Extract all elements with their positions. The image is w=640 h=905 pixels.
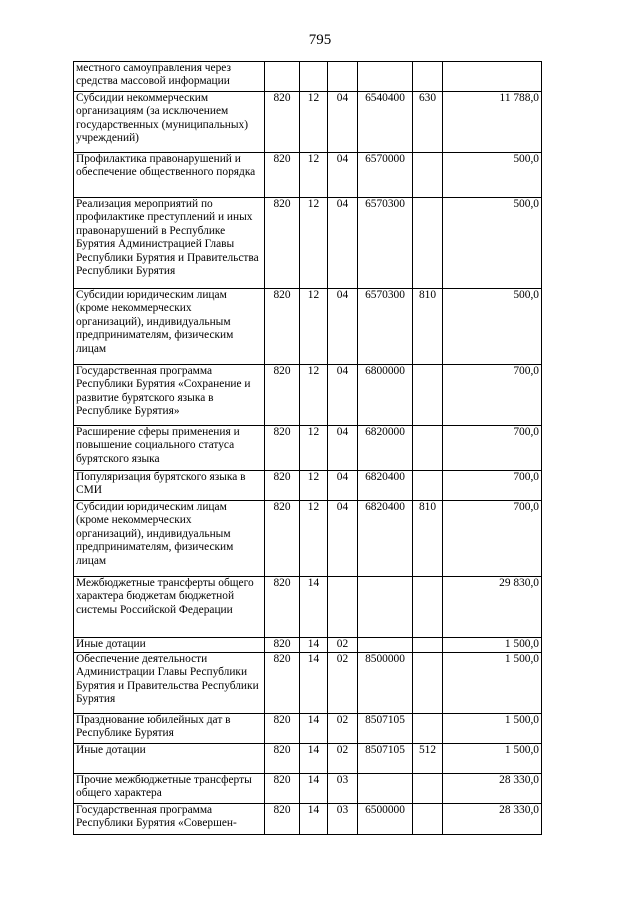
section-code-cell: 12 xyxy=(300,198,328,289)
department-code-cell: 820 xyxy=(265,426,300,471)
expense-type-code-cell: 810 xyxy=(413,289,443,365)
expense-type-code-cell xyxy=(413,714,443,744)
expense-type-code-cell xyxy=(413,471,443,501)
subsection-code-cell xyxy=(328,577,358,638)
department-code-cell: 820 xyxy=(265,471,300,501)
target-item-code-cell: 6820400 xyxy=(358,501,413,577)
section-code-cell: 14 xyxy=(300,744,328,774)
section-code-cell: 14 xyxy=(300,774,328,804)
subsection-code-cell: 04 xyxy=(328,471,358,501)
amount-cell: 28 330,0 xyxy=(443,774,542,804)
subsection-code-cell xyxy=(328,62,358,92)
subsection-code-cell: 02 xyxy=(328,653,358,714)
table-row xyxy=(74,653,542,714)
department-code-cell: 820 xyxy=(265,92,300,153)
budget-table-body xyxy=(74,62,542,835)
department-code-cell: 820 xyxy=(265,804,300,835)
section-code-cell xyxy=(300,62,328,92)
item-name-cell: Прочие межбюджетные трансферты общего характера xyxy=(74,774,265,804)
amount-cell xyxy=(443,62,542,92)
section-code-cell: 12 xyxy=(300,92,328,153)
amount-cell: 700,0 xyxy=(443,365,542,426)
department-code-cell: 820 xyxy=(265,289,300,365)
table-row xyxy=(74,714,542,744)
item-name-cell: Субсидии юридическим лицам (кроме некоммерческих организаций), индивидуальным предпринимателям, физическим лицам xyxy=(74,289,265,365)
subsection-code-cell: 03 xyxy=(328,804,358,835)
page-number: 795 xyxy=(308,32,332,48)
amount-cell: 500,0 xyxy=(443,153,542,198)
department-code-cell: 820 xyxy=(265,744,300,774)
table-row xyxy=(74,426,542,471)
target-item-code-cell: 6500000 xyxy=(358,804,413,835)
table-row xyxy=(74,92,542,153)
section-code-cell: 14 xyxy=(300,577,328,638)
expense-type-code-cell: 630 xyxy=(413,92,443,153)
expense-type-code-cell xyxy=(413,804,443,835)
expense-type-code-cell xyxy=(413,638,443,653)
subsection-code-cell: 04 xyxy=(328,365,358,426)
table-row xyxy=(74,198,542,289)
section-code-cell: 12 xyxy=(300,365,328,426)
amount-cell: 700,0 xyxy=(443,426,542,471)
subsection-code-cell: 04 xyxy=(328,289,358,365)
section-code-cell: 12 xyxy=(300,501,328,577)
item-name-cell: Межбюджетные трансферты общего характера бюджетам бюджетной системы Российской Федерации xyxy=(74,577,265,638)
table-row xyxy=(74,471,542,501)
amount-cell: 29 830,0 xyxy=(443,577,542,638)
item-name-cell: Субсидии некоммерческим организациям (за исключением государственных (муниципальных) учреждений) xyxy=(74,92,265,153)
subsection-code-cell: 02 xyxy=(328,744,358,774)
table-row xyxy=(74,153,542,198)
department-code-cell: 820 xyxy=(265,653,300,714)
item-name-cell: Популяризация бурятского языка в СМИ xyxy=(74,471,265,501)
expense-type-code-cell xyxy=(413,577,443,638)
table-row xyxy=(74,744,542,774)
item-name-cell: Обеспечение деятельности Администрации Главы Республики Бурятия и Правительства Республики Бурятия xyxy=(74,653,265,714)
amount-cell: 700,0 xyxy=(443,471,542,501)
target-item-code-cell: 8500000 xyxy=(358,653,413,714)
subsection-code-cell: 04 xyxy=(328,501,358,577)
expense-type-code-cell xyxy=(413,62,443,92)
target-item-code-cell: 6820000 xyxy=(358,426,413,471)
expense-type-code-cell xyxy=(413,774,443,804)
target-item-code-cell: 8507105 xyxy=(358,714,413,744)
target-item-code-cell: 6570300 xyxy=(358,198,413,289)
item-name-cell: Иные дотации xyxy=(74,638,265,653)
amount-cell: 1 500,0 xyxy=(443,714,542,744)
department-code-cell: 820 xyxy=(265,714,300,744)
item-name-cell: Расширение сферы применения и повышение социального статуса бурятского языка xyxy=(74,426,265,471)
subsection-code-cell: 02 xyxy=(328,638,358,653)
table-row xyxy=(74,804,542,835)
expense-type-code-cell: 512 xyxy=(413,744,443,774)
item-name-cell: Иные дотации xyxy=(74,744,265,774)
department-code-cell xyxy=(265,62,300,92)
item-name-cell: Субсидии юридическим лицам (кроме некоммерческих организаций), индивидуальным предпринимателям, физическим лицам xyxy=(74,501,265,577)
subsection-code-cell: 04 xyxy=(328,426,358,471)
target-item-code-cell: 6800000 xyxy=(358,365,413,426)
table-row xyxy=(74,638,542,653)
section-code-cell: 12 xyxy=(300,426,328,471)
subsection-code-cell: 04 xyxy=(328,153,358,198)
subsection-code-cell: 04 xyxy=(328,92,358,153)
amount-cell: 1 500,0 xyxy=(443,653,542,714)
target-item-code-cell: 6820400 xyxy=(358,471,413,501)
item-name-cell: местного самоуправления через средства массовой информации xyxy=(74,62,265,92)
section-code-cell: 12 xyxy=(300,471,328,501)
department-code-cell: 820 xyxy=(265,365,300,426)
section-code-cell: 14 xyxy=(300,714,328,744)
department-code-cell: 820 xyxy=(265,774,300,804)
amount-cell: 28 330,0 xyxy=(443,804,542,835)
expense-type-code-cell xyxy=(413,426,443,471)
table-row xyxy=(74,577,542,638)
target-item-code-cell xyxy=(358,577,413,638)
table-row xyxy=(74,774,542,804)
expense-type-code-cell xyxy=(413,153,443,198)
section-code-cell: 12 xyxy=(300,289,328,365)
department-code-cell: 820 xyxy=(265,577,300,638)
target-item-code-cell xyxy=(358,638,413,653)
target-item-code-cell: 8507105 xyxy=(358,744,413,774)
amount-cell: 1 500,0 xyxy=(443,638,542,653)
item-name-cell: Реализация мероприятий по профилактике преступлений и иных правонарушений в Республике Бурятия Администрацией Главы Республики Бурятия и Правительства Республики Бурятия xyxy=(74,198,265,289)
section-code-cell: 14 xyxy=(300,638,328,653)
item-name-cell: Празднование юбилейных дат в Республике Бурятия xyxy=(74,714,265,744)
amount-cell: 500,0 xyxy=(443,198,542,289)
budget-table xyxy=(73,61,542,835)
table-row xyxy=(74,501,542,577)
target-item-code-cell xyxy=(358,62,413,92)
table-row xyxy=(74,365,542,426)
department-code-cell: 820 xyxy=(265,638,300,653)
subsection-code-cell: 04 xyxy=(328,198,358,289)
expense-type-code-cell xyxy=(413,198,443,289)
amount-cell: 11 788,0 xyxy=(443,92,542,153)
expense-type-code-cell xyxy=(413,365,443,426)
amount-cell: 500,0 xyxy=(443,289,542,365)
subsection-code-cell: 03 xyxy=(328,774,358,804)
amount-cell: 700,0 xyxy=(443,501,542,577)
expense-type-code-cell xyxy=(413,653,443,714)
section-code-cell: 12 xyxy=(300,153,328,198)
expense-type-code-cell: 810 xyxy=(413,501,443,577)
department-code-cell: 820 xyxy=(265,153,300,198)
target-item-code-cell: 6570300 xyxy=(358,289,413,365)
target-item-code-cell xyxy=(358,774,413,804)
table-row xyxy=(74,289,542,365)
department-code-cell: 820 xyxy=(265,198,300,289)
table-row xyxy=(74,62,542,92)
amount-cell: 1 500,0 xyxy=(443,744,542,774)
department-code-cell: 820 xyxy=(265,501,300,577)
item-name-cell: Государственная программа Республики Бурятия «Совершен- xyxy=(74,804,265,835)
target-item-code-cell: 6570000 xyxy=(358,153,413,198)
item-name-cell: Профилактика правонарушений и обеспечение общественного порядка xyxy=(74,153,265,198)
target-item-code-cell: 6540400 xyxy=(358,92,413,153)
section-code-cell: 14 xyxy=(300,804,328,835)
item-name-cell: Государственная программа Республики Бурятия «Сохранение и развитие бурятского языка в Республике Бурятия» xyxy=(74,365,265,426)
subsection-code-cell: 02 xyxy=(328,714,358,744)
section-code-cell: 14 xyxy=(300,653,328,714)
